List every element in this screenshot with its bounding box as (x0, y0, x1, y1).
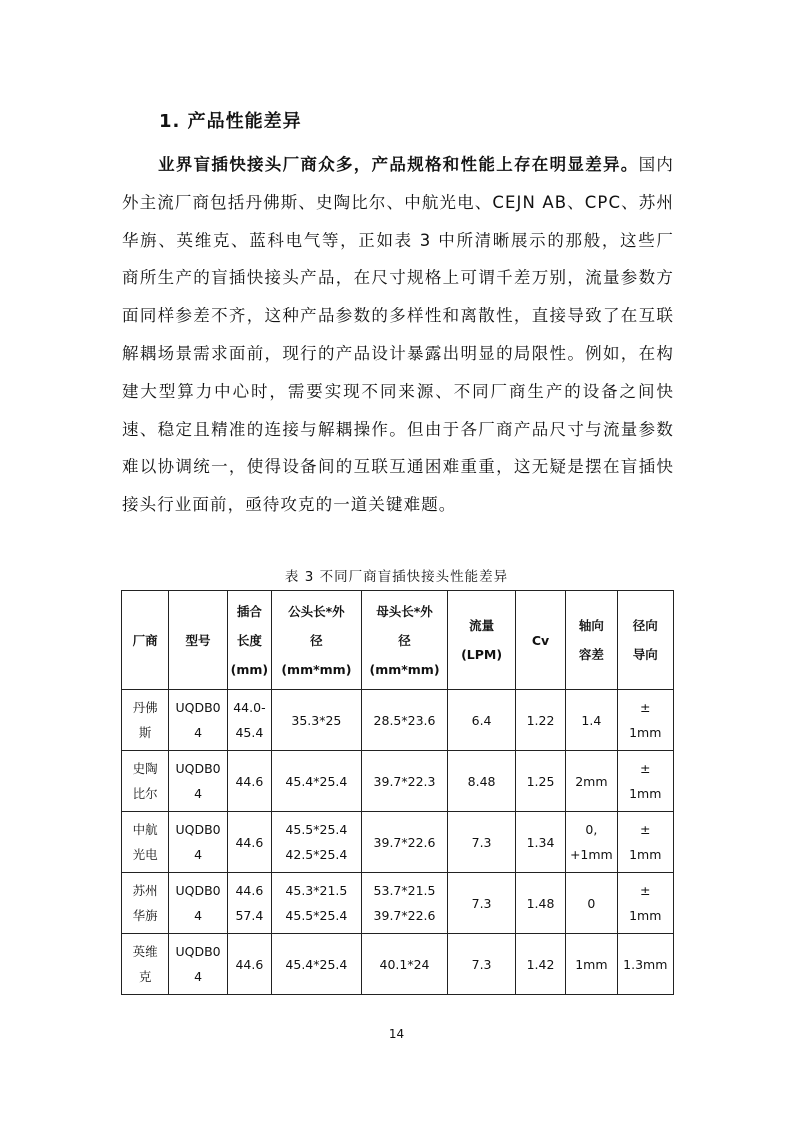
table-row (122, 751, 674, 812)
table-cell: 1.34 (515, 812, 565, 873)
table-cell: UQDB0 4 (169, 751, 227, 812)
table-cell: 45.3*21.5 45.5*25.4 (272, 873, 362, 934)
table-row (122, 934, 674, 995)
table-cell: 0 (566, 873, 617, 934)
page-number: 14 (388, 1027, 405, 1041)
table-cell: 8.48 (448, 751, 515, 812)
paragraph-body: 国内外主流厂商包括丹佛斯、史陶比尔、中航光电、CEJN AB、CPC、苏州华旃、英维克、蓝科电气等，正如表 3 中所清晰展示的那般，这些厂商所生产的盲插快接头产品，在尺寸规格上可谓千差万别，流量参数方面同样参差不齐，这种产品参数的多样性和离散性，直接导致了在互联解耦场景需求面前，现行的产品设计暴露出明显的局限性。例如，在构建大型算力中心时，需要实现不同来源、不同厂商生产的设备之间快速、稳定且精准的连接与解耦操作。但由于各厂商产品尺寸与流量参数难以协调统一，使得设备间的互联互通困难重重，这无疑是摆在盲插快接头行业面前，亟待攻克的一道关键难题。 (122, 155, 674, 515)
table-cell: 39.7*22.3 (361, 751, 448, 812)
performance-table (121, 590, 674, 995)
table-cell: 39.7*22.6 (361, 812, 448, 873)
header-cell: 轴向 容差 (566, 591, 617, 690)
table-cell: 2mm (566, 751, 617, 812)
table-cell: 苏州 华旃 (122, 873, 169, 934)
header-cell: 型号 (169, 591, 227, 690)
table-cell: 中航 光电 (122, 812, 169, 873)
table-cell: 53.7*21.5 39.7*22.6 (361, 873, 448, 934)
table-caption: 表 3 不同厂商盲插快接头性能差异 (284, 569, 509, 585)
table-row (122, 812, 674, 873)
table-cell: 0, +1mm (566, 812, 617, 873)
section-heading: 1. 产品性能差异 (159, 111, 302, 132)
header-cell: 流量 (LPM) (448, 591, 515, 690)
table-cell: 45.4*25.4 (272, 751, 362, 812)
table-cell: 40.1*24 (361, 934, 448, 995)
table-cell: 35.3*25 (272, 690, 362, 751)
table-cell: 7.3 (448, 934, 515, 995)
table-cell: ± 1mm (617, 873, 673, 934)
header-cell: 插合 长度 (mm) (227, 591, 271, 690)
table-cell: UQDB0 4 (169, 934, 227, 995)
table-cell: 1.22 (515, 690, 565, 751)
table-cell: 7.3 (448, 873, 515, 934)
table-cell: UQDB0 4 (169, 873, 227, 934)
table-cell: 1.4 (566, 690, 617, 751)
table-cell: 1.25 (515, 751, 565, 812)
table-cell: 44.6 (227, 751, 271, 812)
table-cell: 1.48 (515, 873, 565, 934)
table-cell: ± 1mm (617, 812, 673, 873)
table-cell: 28.5*23.6 (361, 690, 448, 751)
table-cell: 45.4*25.4 (272, 934, 362, 995)
table-cell: 丹佛 斯 (122, 690, 169, 751)
table-cell: 史陶 比尔 (122, 751, 169, 812)
table-cell: 英维 克 (122, 934, 169, 995)
table-row (122, 690, 674, 751)
table-cell: 1mm (566, 934, 617, 995)
table-cell: 44.6 (227, 812, 271, 873)
table-cell: ± 1mm (617, 690, 673, 751)
table-cell: 44.6 (227, 934, 271, 995)
header-cell: 公头长*外 径 (mm*mm) (272, 591, 362, 690)
table-cell: 44.6 57.4 (227, 873, 271, 934)
table-cell: 7.3 (448, 812, 515, 873)
header-cell: 厂商 (122, 591, 169, 690)
table-cell: 1.42 (515, 934, 565, 995)
table-cell: 1.3mm (617, 934, 673, 995)
body-paragraph (122, 146, 674, 524)
header-cell: 母头长*外 径 (mm*mm) (361, 591, 448, 690)
table-cell: 44.0- 45.4 (227, 690, 271, 751)
table-cell: 6.4 (448, 690, 515, 751)
table-row (122, 873, 674, 934)
table-cell: UQDB0 4 (169, 812, 227, 873)
paragraph-lead: 业界盲插快接头厂商众多，产品规格和性能上存在明显差异。 (158, 155, 639, 174)
header-cell: Cv (515, 591, 565, 690)
table-header-row (122, 591, 674, 690)
table-cell: ± 1mm (617, 751, 673, 812)
table-cell: 45.5*25.4 42.5*25.4 (272, 812, 362, 873)
table-cell: UQDB0 4 (169, 690, 227, 751)
header-cell: 径向 导向 (617, 591, 673, 690)
